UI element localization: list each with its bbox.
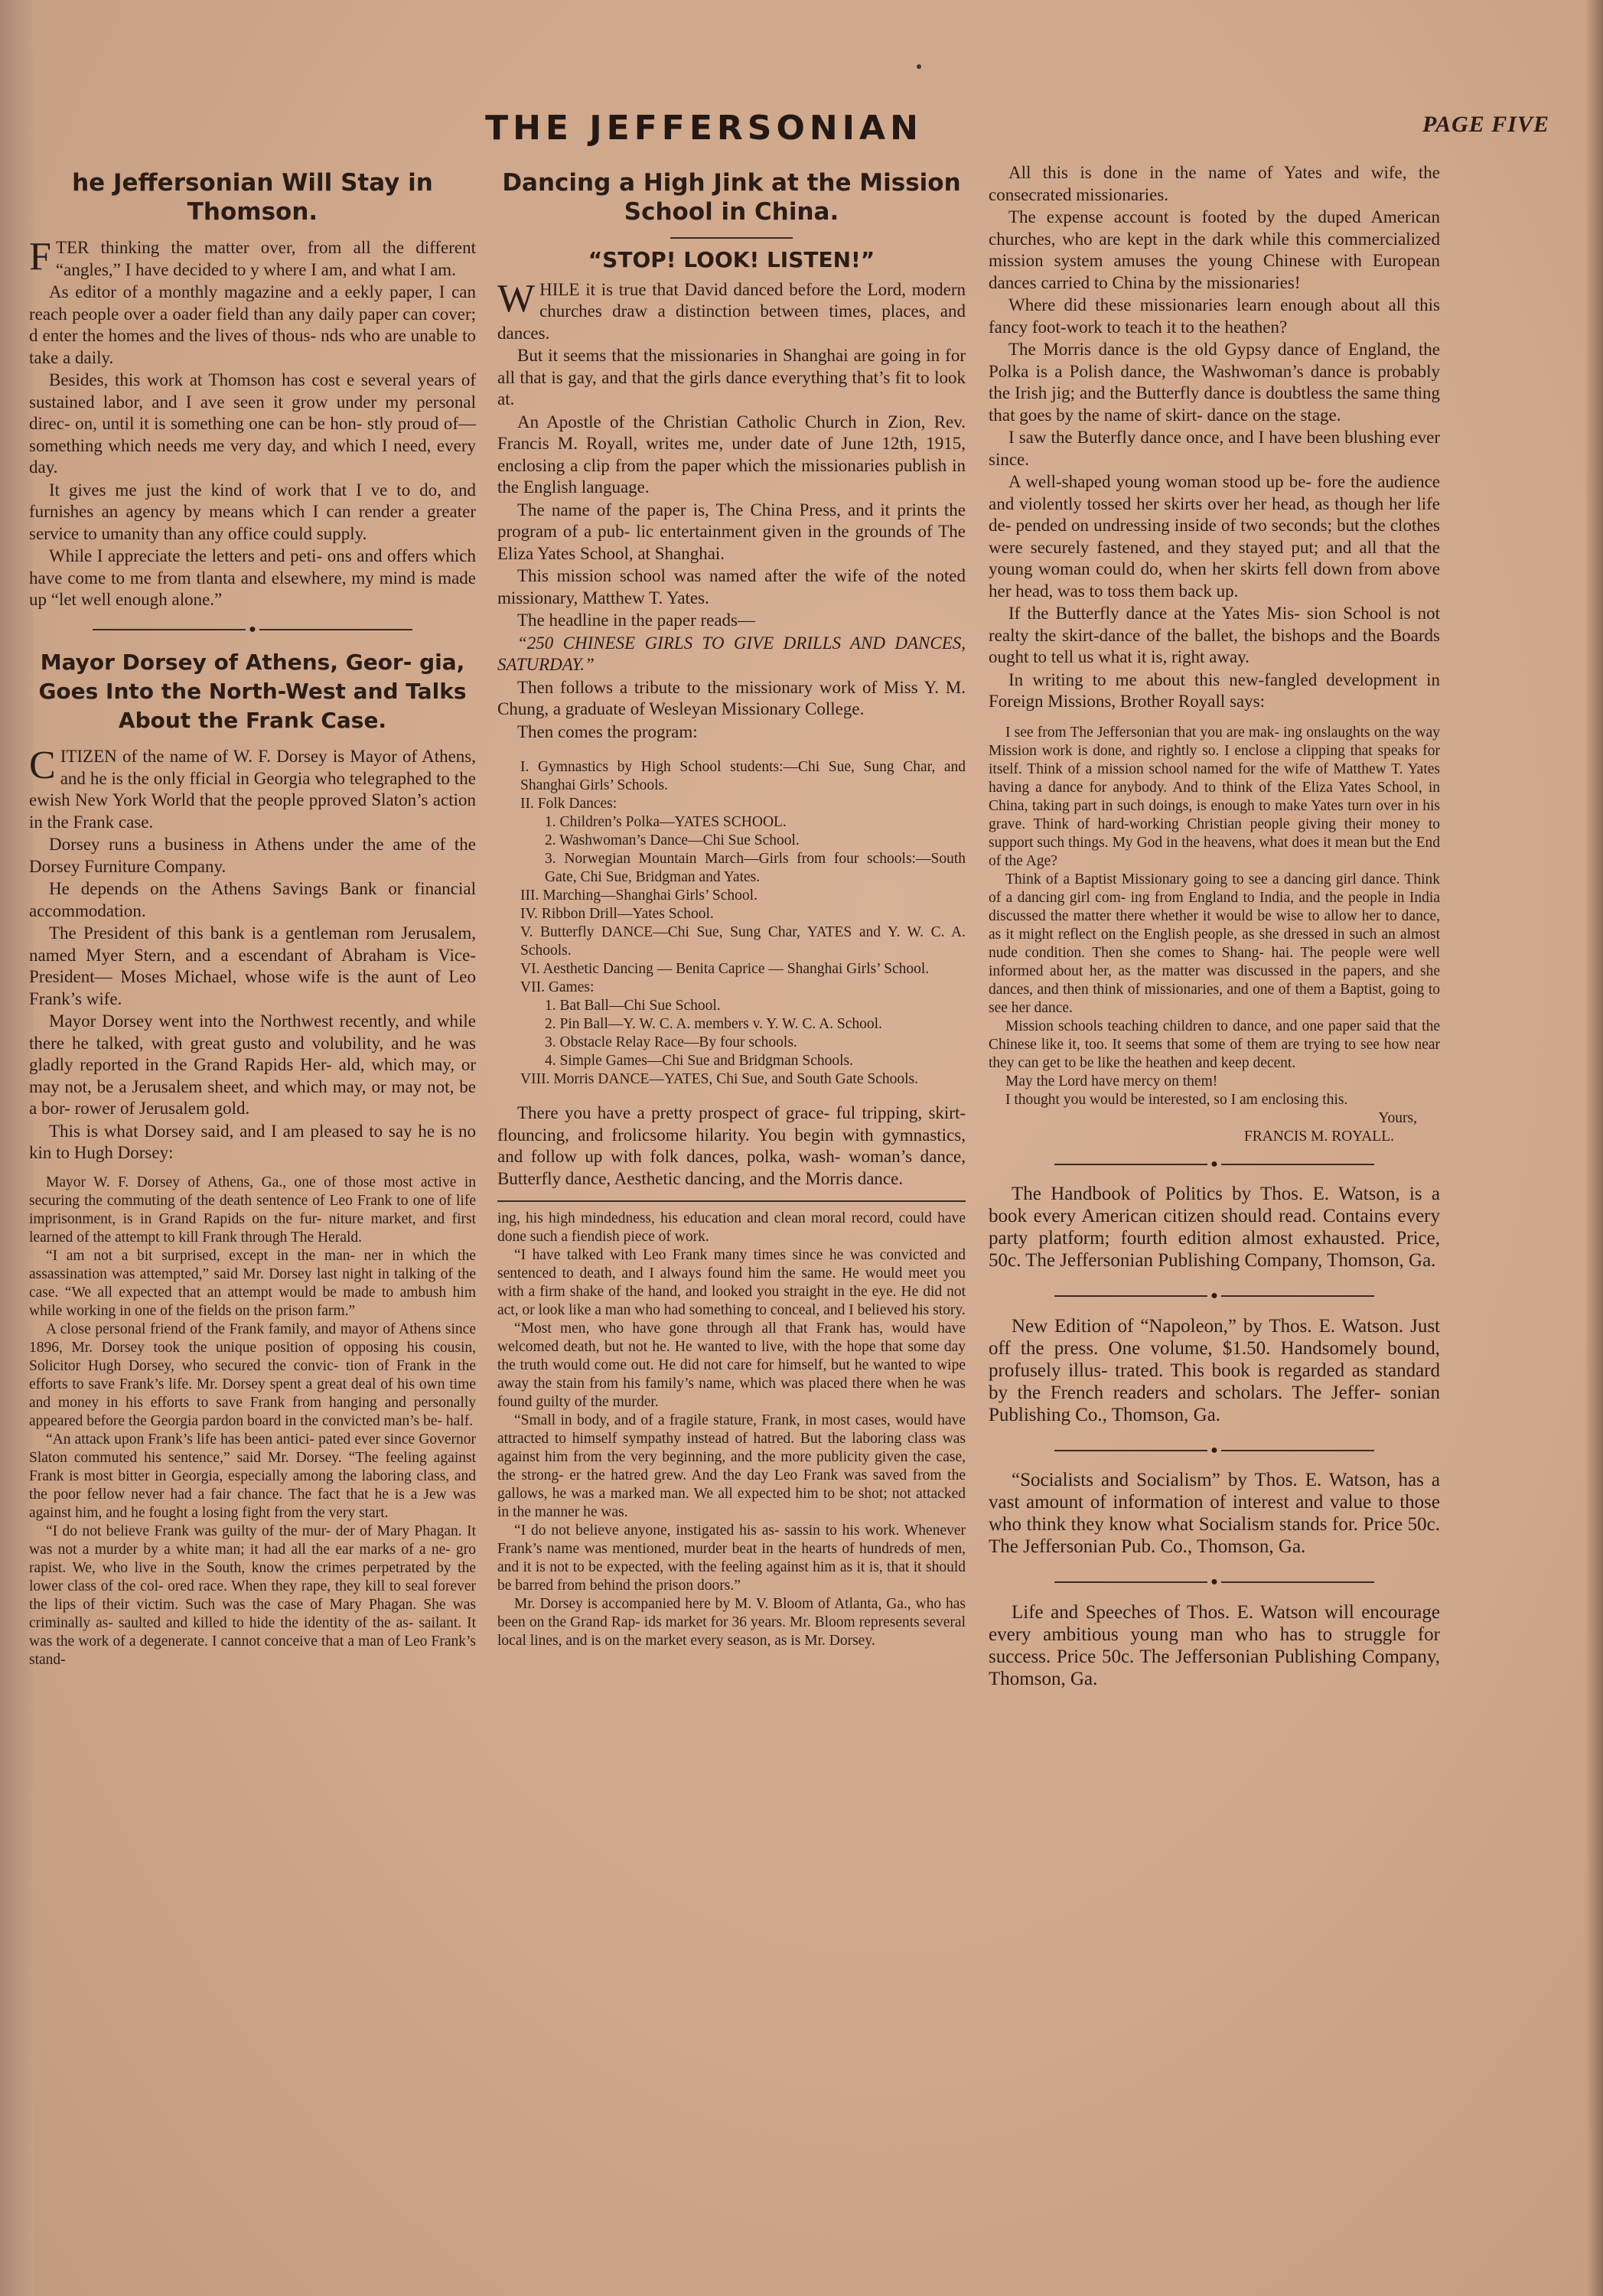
program-item: 1. Bat Ball—Chi Sue School. <box>545 998 721 1014</box>
paragraph: An Apostle of the Christian Catholic Church in Zion, Rev. Francis M. Royall, writes me, under date of June 12th, 1915, enclosing a clip from the paper which the missionaries publish in the English language. <box>497 412 966 497</box>
royall-letter <box>989 724 1440 1146</box>
masthead: THE JEFFERSONIAN <box>485 109 923 148</box>
paragraph: But it seems that the missionaries in Shanghai are going in for all that is gay, and that the girls dance everything that’s fit to look at. <box>497 346 966 409</box>
paragraph: He depends on the Athens Savings Bank or financial accommodation. <box>29 879 476 920</box>
paragraph: Dorsey runs a business in Athens under the ame of the Dorsey Furniture Company. <box>29 835 476 876</box>
title-rule <box>670 237 793 239</box>
paragraph: While I appreciate the letters and peti- ons and offers which have come to me from tlanta and elsewhere, my mind is made up “let well enough alone.” <box>29 546 476 609</box>
program-item: 4. Simple Games—Chi Sue and Bridgman Schools. <box>545 1053 853 1069</box>
quoted-clipping <box>29 1174 476 1669</box>
letter-paragraph: I thought you would be interested, so I am enclosing this. <box>1005 1091 1348 1108</box>
program-item: 3. Norwegian Mountain March—Girls from four schools:—South Gate, Chi Sue, Bridgman and Yates. <box>545 851 966 885</box>
program-item: 2. Washwoman’s Dance—Chi Sue School. <box>545 832 800 848</box>
quote-paragraph: “An attack upon Frank’s life has been antici- pated ever since Governor Slaton commuted his sentence,” said Mr. Dorsey. “The feeling against Frank is most bitter in Georgia, especially among the laboring class, and the poor fellow never had a fair chance. The fact that he is a Jew was against him, and he fought a losing fight from the very start. <box>29 1431 476 1521</box>
program-item: VII. Games: <box>520 979 595 995</box>
paragraph: I saw the Buterfly dance once, and I have been blushing ever since. <box>989 428 1440 469</box>
column-2 <box>497 162 966 1650</box>
paragraph: All this is done in the name of Yates and wife, the consecrated missionaries. <box>989 163 1440 204</box>
paragraph: The name of the paper is, The China Press, and it prints the program of a pub- lic entertainment given in the grounds of The Eliza Yates School, at Shanghai. <box>497 500 966 563</box>
program-item: 3. Obstacle Relay Race—By four schools. <box>545 1034 797 1050</box>
quote-paragraph: “Small in body, and of a fragile stature, Frank, in most cases, would have attracted to himself sympathy instead of hatred. But the laboring class was against him from the very beginning, and the more publicity given the case, the strong- er the hatred grew. And the day Leo Frank was saved from the gallows, he was a marked man. We all expected him to be shot; not attacked in the manner he was. <box>497 1412 966 1520</box>
paragraph: It gives me just the kind of work that I ve to do, and furnishes an agency by means which I can render a greater service to umanity than any office could supply. <box>29 480 476 543</box>
program-item: IV. Ribbon Drill—Yates School. <box>520 906 714 922</box>
quote-paragraph: Mr. Dorsey is accompanied here by M. V. Bloom of Atlanta, Ga., who has been on the Grand Rap- ids market for 36 years. Mr. Bloom represents several local lines, and is on the market every season, as is Mr. Dorsey. <box>497 1596 966 1649</box>
paragraph: FTER thinking the matter over, from all the different “angles,” I have decided to y where I am, and what I am. <box>29 235 476 279</box>
quote-paragraph: “I do not believe Frank was guilty of the mur- der of Mary Phagan. It was not a murder by a white man; it had all the ear marks of a ne- gro rapist. We, who live in the South, know the crimes perpetrated by the lower class of the col- ored race. When they rape, they kill to seal forever the lips of their victim. Such was the case of Mary Phagan. She was criminally as- saulted and killed to hide the identity of the as- sailant. It was the work of a degenerate. I cannot conceive that a man of Leo Frank’s stand- <box>29 1523 476 1668</box>
section-divider: ● <box>989 1440 1440 1462</box>
paragraph: The President of this bank is a gentleman rom Jerusalem, named Myer Stern, and a escendant of Abraham is Vice-President— Moses Michael, whose wife is the aunt of Leo Frank’s wife. <box>29 923 476 1008</box>
program-item: III. Marching—Shanghai Girls’ School. <box>520 887 758 904</box>
letter-paragraph: Mission schools teaching children to dance, and one paper said that the Chinese like it, too. It seems that some of them are trying to see how near they can get to be like the heathen and keep decent. <box>989 1018 1440 1071</box>
column-3 <box>989 162 1440 1704</box>
program-item: 2. Pin Ball—Y. W. C. A. members v. Y. W. C. A. School. <box>545 1016 882 1032</box>
letter-paragraph: I see from The Jeffersonian that you are mak- ing onslaughts on the way Mission work is done, and rightly so. I enclose a clipping that speaks for itself. Think of a mission school named for the wife of Matthew T. Yates having a dance for anybody. And to think of the Eliza Yates School, in China, taking part in such doings, is enough to make Yates turn over in his grave. Think of hard-working Christian people giving their money to support such things. My God in the heavens, what does it mean but the End of the Age? <box>989 724 1440 869</box>
paragraph: Where did these missionaries learn enough about all this fancy foot-work to teach it to the heathen? <box>989 295 1440 337</box>
advertisement-socialism: “Socialists and Socialism” by Thos. E. Watson, has a vast amount of information of interest and value to those who think they know what Socialism stands for. Price 50c. The Jeffersonian Pub. Co., Thomson, Ga. <box>989 1470 1440 1557</box>
program-list <box>497 758 966 1089</box>
column-rule <box>497 1200 966 1202</box>
continued-clipping <box>497 1210 966 1650</box>
letter-paragraph: Think of a Baptist Missionary going to see a dancing girl dance. Think of a dancing girl com- ing from England to India, and the people in India discussed the matter there whether it would be wise to allow her to dance, as it might reflect on the English people, as she dressed in such an almost nude condition. Then she comes to Shang- hai. The people were well informed about her, as the matter was discussed in the papers, and she dances, and then think of missionaries, and one of them a Baptist, going to see her dance. <box>989 871 1440 1016</box>
advertisement-napoleon: New Edition of “Napoleon,” by Thos. E. Watson. Just off the press. One volume, $1.50. Handsomely bound, profusely illus- trated. This book is regarded as standard by the French readers and scholars. The Jeffer- sonian Publishing Co., Thomson, Ga. <box>989 1315 1440 1425</box>
letter-signature: FRANCIS M. ROYALL. <box>1243 1128 1394 1145</box>
quote-paragraph: “I have talked with Leo Frank many times since he was convicted and sentenced to death, and I always found him the same. He would meet you with a firm shake of the hand, and looked you straight in the eye. He did not act, or look like a man who had something to conceal, and I believed his story. <box>497 1247 966 1318</box>
paragraph: Mayor Dorsey went into the Northwest recently, and while there he talked, with great gusto and volubility, and he was gladly reported in the Grand Rapids Her- ald, which may, or may not, be a Jerusalem sheet, and which may, or may not, be a bor- rower of Jerusalem gold. <box>29 1011 476 1118</box>
paragraph: This mission school was named after the wife of the noted missionary, Matthew T. Yates. <box>497 566 966 607</box>
quote-paragraph: ing, his high mindedness, his education and clean moral record, could have done such a fiendish piece of work. <box>497 1210 966 1245</box>
quote-paragraph: “I am not a bit surprised, except in the man- ner in which the assassination was attempted,” said Mr. Dorsey last night in talking of the case. “We all expected that an attempt would be made to ambush him while working in one of the fields on the prison farm.” <box>29 1247 476 1319</box>
advertisement-handbook: The Handbook of Politics by Thos. E. Watson, is a book every American citizen should read. Contains every party platform; fourth edition almost exhausted. Price, 50c. The Jeffersonian Publishing Company, Thomson, Ga. <box>989 1184 1440 1271</box>
paragraph: The headline in the paper reads— <box>517 611 756 630</box>
program-item: 1. Children’s Polka—YATES SCHOOL. <box>545 814 787 830</box>
program-item: VI. Aesthetic Dancing — Benita Caprice — Shanghai Girls’ School. <box>520 961 930 977</box>
article-title-stay-in-thomson: he Jeffersonian Will Stay in Thomson. <box>72 169 433 226</box>
article-subtitle: “STOP! LOOK! LISTEN!” <box>588 247 875 272</box>
program-item: II. Folk Dances: <box>520 796 617 812</box>
advertisement-life-and-speeches: Life and Speeches of Thos. E. Watson will encourage every ambitious young man who has to struggle for success. Price 50c. The Jeffersonian Publishing Company, Thomson, Ga. <box>989 1601 1440 1689</box>
paragraph: Besides, this work at Thomson has cost e several years of sustained labor, and I ave seen it grow under my personal direc- on, until it is something one can be hon- stly proud of—something which needs me very day, and which I need, every day. <box>29 370 476 477</box>
paragraph: There you have a pretty prospect of grace- ful tripping, skirt-flouncing, and frolicsome hilarity. You begin with gymnastics, and follow up with folk dances, polka, wash- woman’s dance, Butterfly dance, Aesthetic dancing, and the Morris dance. <box>497 1103 966 1188</box>
program-item: I. Gymnastics by High School students:—Chi Sue, Sung Char, and Shanghai Girls’ Schools. <box>520 759 966 793</box>
program-item: V. Butterfly DANCE—Chi Sue, Sung Char, YATES and Y. W. C. A. Schools. <box>520 924 966 959</box>
quote-paragraph: “I do not believe anyone, instigated his as- sassin to his work. Whenever Frank’s name was mentioned, murder beat in the hearts of hundreds of men, and it is not to be expected, with the feeling against him as it is, that it should be barred from behind the prison doors.” <box>497 1523 966 1594</box>
quote-paragraph: A close personal friend of the Frank family, and mayor of Athens since 1896, Mr. Dorsey took the unique position of opposing his cousin, Solicitor Hugh Dorsey, who secured the convic- tion of Frank in the efforts to save Frank’s life. Mr. Dorsey spent a great deal of his own time and money in his efforts to save Frank from hanging and personally appeared before the Georgia pardon board in the convicted man’s be- half. <box>29 1321 476 1429</box>
headline-quote: “250 CHINESE GIRLS TO GIVE DRILLS AND DANCES, SATURDAY.” <box>497 633 966 674</box>
quote-paragraph: “Most men, who have gone through all that Frank has, would have welcomed death, but not he. He wanted to live, with the hope that some day the truth would come out. He did not care for himself, but he wanted to wipe away the stain from his family’s name, which was placed there when he was found guilty of the murder. <box>497 1321 966 1410</box>
section-divider: ● <box>989 1571 1440 1594</box>
article-title-high-jink: Dancing a High Jink at the Mission School in China. <box>502 169 961 226</box>
quote-paragraph: Mayor W. F. Dorsey of Athens, Ga., one of those most active in securing the commuting of the death sentence of Leo Frank to one of life imprisonment, is in Grand Rapids on the fur- niture market, and first learned of the attempt to kill Frank through The Herald. <box>29 1174 476 1246</box>
section-divider: ● <box>29 619 476 641</box>
page-edge-shadow <box>1586 0 1603 2296</box>
paragraph: The Morris dance is the old Gypsy dance of England, the Polka is a Polish dance, the Washwoman’s dance is probably the Irish jig; and the Butterfly dance is doubtless the same thing that goes by the name of skirt- dance on the stage. <box>989 340 1440 425</box>
section-divider: ● <box>989 1154 1440 1176</box>
column-1 <box>29 162 476 1669</box>
paragraph: This is what Dorsey said, and I am pleased to say he is no kin to Hugh Dorsey: <box>29 1121 476 1162</box>
paragraph: In writing to me about this new-fangled development in Foreign Missions, Brother Royall says: <box>989 669 1440 711</box>
letter-closing: Yours, <box>1378 1109 1417 1126</box>
letter-paragraph: May the Lord have mercy on them! <box>1005 1073 1218 1089</box>
paragraph: A well-shaped young woman stood up be- fore the audience and violently tossed her skirts over her head, as though her life de- pended on undressing inside of two seconds; but the clothes were securely fastened, and they stayed put; and all that the young woman could do, when her skirts fell down from above her head, was to toss them back up. <box>989 472 1440 601</box>
article-title-mayor-dorsey: Mayor Dorsey of Athens, Geor- gia, Goes Into the North-West and Talks About the Frank Case. <box>38 650 467 733</box>
ink-speck <box>917 64 921 69</box>
paragraph: Then comes the program: <box>517 721 698 741</box>
paragraph: WHILE it is true that David danced before the Lord, modern churches draw a distinction between times, places, and dances. <box>497 276 966 343</box>
page-number: PAGE FIVE <box>1422 112 1549 137</box>
program-item: VIII. Morris DANCE—YATES, Chi Sue, and South Gate Schools. <box>520 1071 918 1087</box>
section-divider: ● <box>989 1285 1440 1308</box>
paragraph: Then follows a tribute to the missionary work of Miss Y. M. Chung, a graduate of Wesleyan Missionary College. <box>497 677 966 718</box>
paragraph: If the Butterfly dance at the Yates Mis- sion School is not realty the skirt-dance of the ballet, the bishops and the Boards ought to tell us what it is, right away. <box>989 604 1440 666</box>
paragraph: The expense account is footed by the duped American churches, who are kept in the dark while this commercialized mission system amuses the young Chinese with European dances carried to China by the missionaries! <box>989 207 1440 292</box>
paragraph: As editor of a monthly magazine and a eekly paper, I can reach people over a oader field than any daily paper can cover; d enter the homes and the lives of thous- nds who are unable to take a daily. <box>29 282 476 367</box>
paragraph: CITIZEN of the name of W. F. Dorsey is Mayor of Athens, and he is the only fficial in Georgia who telegraphed to the ewish New York World that the people pproved Slaton’s action in the Frank case. <box>29 744 476 832</box>
